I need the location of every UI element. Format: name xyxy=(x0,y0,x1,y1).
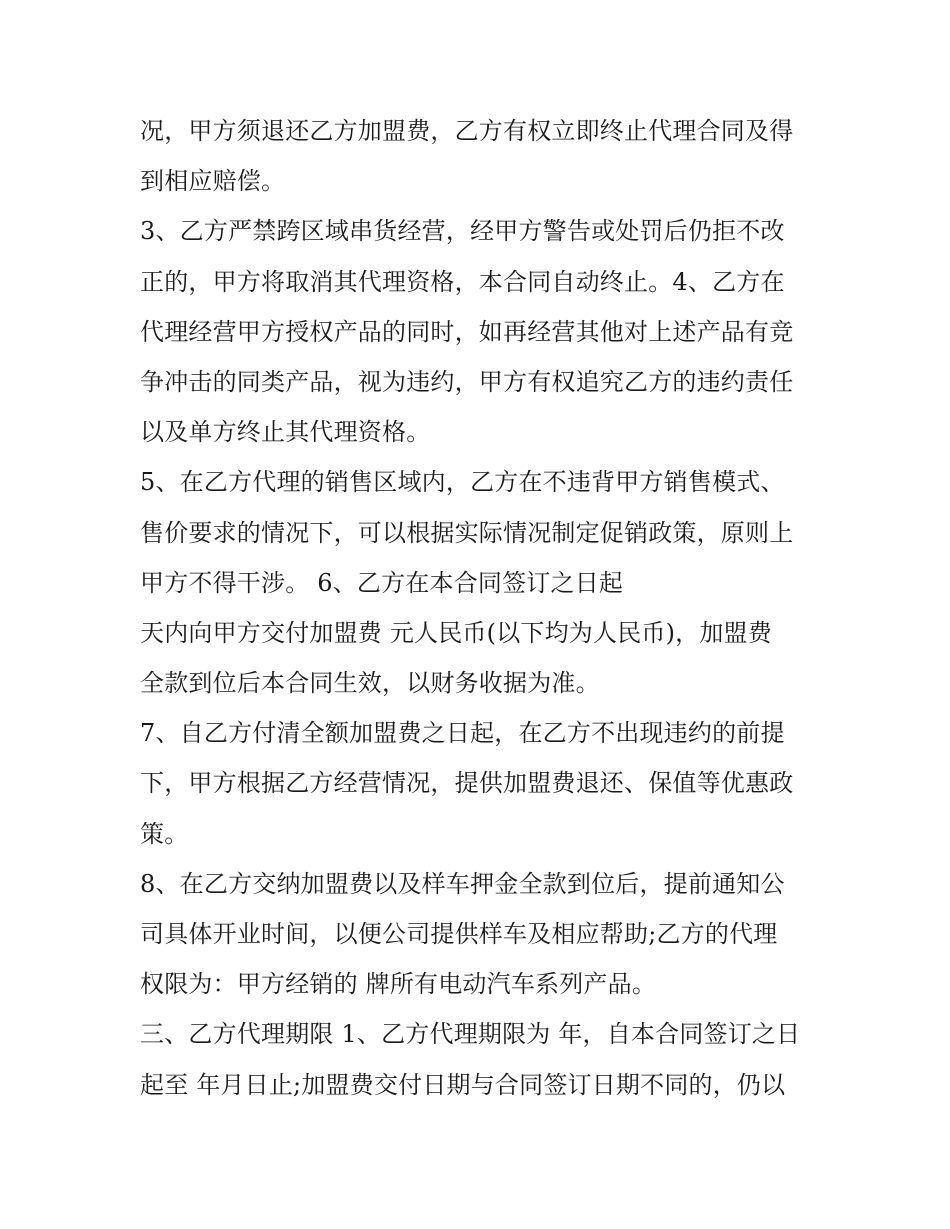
text-line: 7、自乙方付清全额加盟费之日起，在乙方不出现违约的前提 xyxy=(140,719,785,748)
contract-body-text xyxy=(140,106,820,1110)
text-line: 全款到位后本合同生效，以财务收据为准。 xyxy=(140,669,600,698)
text-line: 权限为：甲方经销的 牌所有电动汽车系列产品。 xyxy=(140,970,657,999)
text-line: 5、在乙方代理的销售区域内，乙方在不违背甲方销售模式、 xyxy=(140,468,785,497)
text-line: 况，甲方须退还乙方加盟费，乙方有权立即终止代理合同及得 xyxy=(140,117,794,145)
text-line: 售价要求的情况下，可以根据实际情况制定促销政策，原则上 xyxy=(140,518,794,547)
text-line: 天内向甲方交付加盟费 元人民币(以下均为人民币)，加盟费 xyxy=(140,618,772,647)
text-line: 代理经营甲方授权产品的同时，如再经营其他对上述产品有竞 xyxy=(140,317,794,346)
text-line: 到相应赔偿。 xyxy=(140,167,286,196)
text-line: 甲方不得干涉。 6、乙方在本合同签订之日起 xyxy=(140,568,624,597)
text-line: 下，甲方根据乙方经营情况，提供加盟费退还、保值等优惠政 xyxy=(140,769,794,798)
text-line: 策。 xyxy=(140,819,189,848)
text-line: 正的，甲方将取消其代理资格，本合同自动终止。4、乙方在 xyxy=(140,267,785,296)
text-line: 争冲击的同类产品，视为违约，甲方有权追究乙方的违约责任 xyxy=(140,367,794,396)
text-line: 三、乙方代理期限 1、乙方代理期限为 年，自本合同签订之日 xyxy=(140,1020,801,1049)
text-line: 司具体开业时间，以便公司提供样车及相应帮助;乙方的代理 xyxy=(140,920,778,948)
text-line: 以及单方终止其代理资格。 xyxy=(140,418,431,447)
text-line: 3、乙方严禁跨区域串货经营，经甲方警告或处罚后仍拒不改 xyxy=(140,217,785,246)
text-line: 8、在乙方交纳加盟费以及样车押金全款到位后，提前通知公 xyxy=(140,869,785,898)
text-line: 起至 年月日止;加盟费交付日期与合同签订日期不同的，仍以 xyxy=(140,1070,786,1099)
